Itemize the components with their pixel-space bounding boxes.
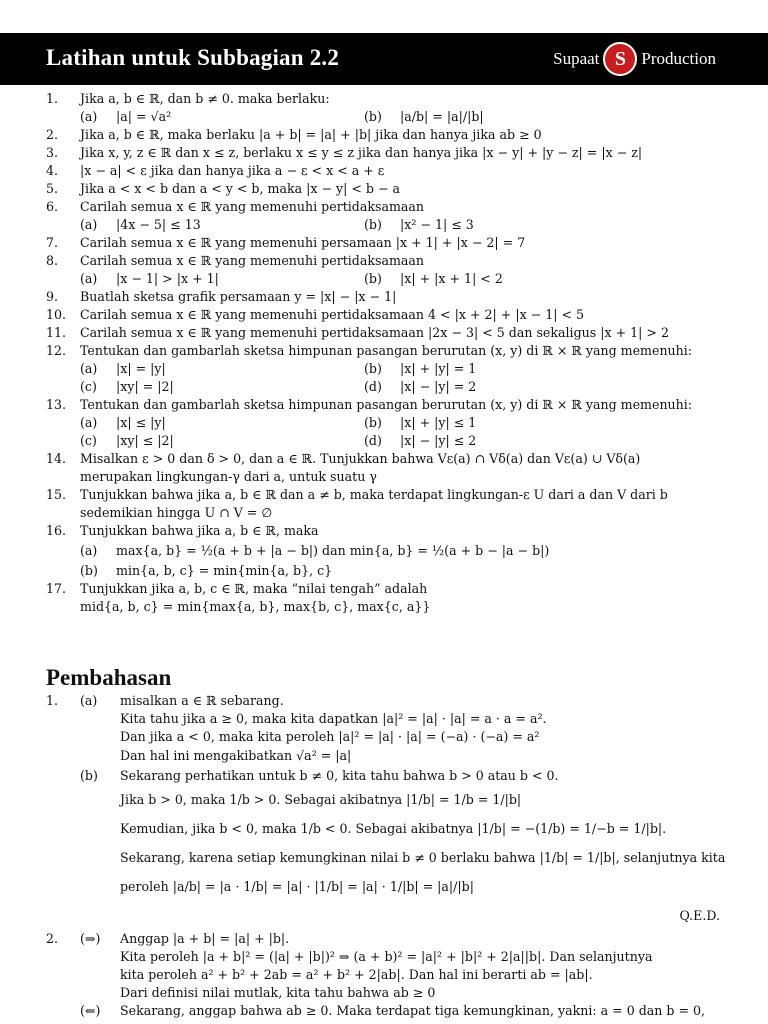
solution-section-title: Pembahasan bbox=[46, 665, 172, 690]
exercise-number: 16. bbox=[46, 523, 67, 538]
exercise-row bbox=[0, 126, 768, 144]
exercise-text: Carilah semua x ∈ ℝ yang memenuhi persamaan |x + 1| + |x − 2| = 7 bbox=[80, 235, 526, 250]
solution-number: 1. bbox=[46, 693, 59, 708]
exercise-text: Jika a, b ∈ ℝ, dan b ≠ 0. maka berlaku: bbox=[80, 91, 330, 106]
solution-row bbox=[0, 814, 768, 844]
subitem-label: (a) bbox=[80, 109, 98, 124]
solution-row bbox=[0, 1002, 768, 1020]
exercise-row bbox=[0, 198, 768, 216]
subitem-label: (d) bbox=[364, 433, 382, 448]
solution-part-label: (a) bbox=[80, 693, 98, 708]
solution-row bbox=[0, 930, 768, 948]
exercise-text: Misalkan ε > 0 dan δ > 0, dan a ∈ ℝ. Tunjukkan bahwa Vε(a) ∩ Vδ(a) dan Vε(a) ∪ Vδ(a) bbox=[80, 451, 641, 466]
solution-list bbox=[0, 692, 768, 1020]
exercise-row bbox=[0, 562, 768, 580]
exercise-row bbox=[0, 486, 768, 504]
exercise-number: 3. bbox=[46, 145, 59, 160]
exercise-number: 15. bbox=[46, 487, 67, 502]
exercise-text: |x − a| < ε jika dan hanya jika a − ε < x < a + ε bbox=[80, 163, 385, 178]
exercise-text-continued: sedemikian hingga U ∩ V = ∅ bbox=[80, 505, 273, 520]
subitem-text: |xy| ≤ |2| bbox=[116, 433, 174, 448]
solution-text: Dan hal ini mengakibatkan √a² = |a| bbox=[120, 748, 352, 763]
exercise-number: 10. bbox=[46, 307, 67, 322]
solution-row bbox=[0, 710, 768, 728]
exercise-text-continued: merupakan lingkungan-γ dari a, untuk suatu γ bbox=[80, 469, 377, 484]
exercise-number: 5. bbox=[46, 181, 59, 196]
brand-name-right: Production bbox=[641, 49, 716, 68]
solution-text: Kemudian, jika b < 0, maka 1/b < 0. Sebagai akibatnya |1/b| = −(1/b) = 1/−b = 1/|b|. bbox=[120, 821, 667, 836]
solution-row bbox=[0, 728, 768, 746]
subitem-label: (b) bbox=[364, 109, 382, 124]
exercise-text: Carilah semua x ∈ ℝ yang memenuhi pertidaksamaan bbox=[80, 199, 425, 214]
subitem-label: (a) bbox=[80, 361, 98, 376]
solution-text: peroleh |a/b| = |a · 1/b| = |a| · |1/b| = |a| · 1/|b| = |a|/|b| bbox=[120, 879, 474, 894]
exercise-row bbox=[0, 522, 768, 540]
exercise-text: Carilah semua x ∈ ℝ yang memenuhi pertidaksamaan bbox=[80, 253, 425, 268]
solution-text: Dan jika a < 0, maka kita peroleh |a|² = |a| · |a| = (−a) · (−a) = a² bbox=[120, 729, 540, 744]
exercise-row bbox=[0, 108, 768, 126]
exercise-number: 2. bbox=[46, 127, 59, 142]
solution-row bbox=[0, 786, 768, 814]
solution-row bbox=[0, 872, 768, 902]
subitem-label: (d) bbox=[364, 379, 382, 394]
exercise-number: 6. bbox=[46, 199, 59, 214]
exercise-row bbox=[0, 468, 768, 486]
solution-text: Sekarang, karena setiap kemungkinan nilai b ≠ 0 berlaku bahwa |1/b| = 1/|b|, selanjutnya kita bbox=[120, 850, 726, 865]
solution-row bbox=[0, 984, 768, 1002]
exercise-number: 1. bbox=[46, 91, 59, 106]
subitem-text: |x − 1| > |x + 1| bbox=[116, 271, 219, 286]
exercise-number: 4. bbox=[46, 163, 59, 178]
exercise-text: Jika a < x < b dan a < y < b, maka |x − y| < b − a bbox=[80, 181, 401, 196]
exercise-row bbox=[0, 378, 768, 396]
solution-row bbox=[0, 948, 768, 966]
exercise-text-continued: mid{a, b, c} = min{max{a, b}, max{b, c}, max{c, a}} bbox=[80, 599, 431, 614]
solution-text: Anggap |a + b| = |a| + |b|. bbox=[120, 931, 290, 946]
exercise-row bbox=[0, 414, 768, 432]
subitem-label: (a) bbox=[80, 415, 98, 430]
subitem-text: max{a, b} = ½(a + b + |a − b|) dan min{a, b} = ½(a + b − |a − b|) bbox=[116, 543, 550, 558]
subitem-label: (c) bbox=[80, 379, 97, 394]
exercise-number: 17. bbox=[46, 581, 67, 596]
brand-name-left: Supaat bbox=[553, 49, 600, 68]
exercise-row bbox=[0, 144, 768, 162]
exercise-row bbox=[0, 288, 768, 306]
exercise-row bbox=[0, 162, 768, 180]
subitem-text: |x| + |y| ≤ 1 bbox=[400, 415, 477, 430]
exercise-number: 14. bbox=[46, 451, 67, 466]
subitem-label: (b) bbox=[80, 563, 98, 578]
page-title: Latihan untuk Subbagian 2.2 bbox=[46, 45, 340, 70]
solution-text: Sekarang perhatikan untuk b ≠ 0, kita tahu bahwa b > 0 atau b < 0. bbox=[120, 768, 559, 783]
exercise-row bbox=[0, 504, 768, 522]
subitem-text: |xy| = |2| bbox=[116, 379, 174, 394]
exercise-row bbox=[0, 306, 768, 324]
subitem-text: |a/b| = |a|/|b| bbox=[400, 109, 484, 124]
exercise-row bbox=[0, 580, 768, 598]
exercise-row bbox=[0, 180, 768, 198]
exercise-number: 8. bbox=[46, 253, 59, 268]
exercise-number: 9. bbox=[46, 289, 59, 304]
subitem-text: |x² − 1| ≤ 3 bbox=[400, 217, 474, 232]
exercise-row bbox=[0, 396, 768, 414]
solution-row bbox=[0, 844, 768, 872]
brand bbox=[553, 43, 716, 75]
qed-mark: Q.E.D. bbox=[679, 908, 720, 923]
subitem-text: |x| ≤ |y| bbox=[116, 415, 166, 430]
subitem-label: (a) bbox=[80, 217, 98, 232]
exercise-text: Carilah semua x ∈ ℝ yang memenuhi pertidaksamaan |2x − 3| < 5 dan sekaligus |x + 1| > 2 bbox=[80, 325, 669, 340]
solution-text: kita peroleh a² + b² + 2ab = a² + b² + 2|ab|. Dan hal ini berarti ab = |ab|. bbox=[120, 967, 593, 982]
solution-text: Dari definisi nilai mutlak, kita tahu bahwa ab ≥ 0 bbox=[120, 985, 436, 1000]
exercise-text: Tentukan dan gambarlah sketsa himpunan pasangan berurutan (x, y) di ℝ × ℝ yang memenuhi: bbox=[80, 397, 693, 412]
exercise-row bbox=[0, 540, 768, 562]
solution-text: Kita peroleh |a + b|² = (|a| + |b|)² ⇒ (a + b)² = |a|² + |b|² + 2|a||b|. Dan selanjutnya bbox=[120, 949, 653, 964]
exercise-text: Carilah semua x ∈ ℝ yang memenuhi pertidaksamaan 4 < |x + 2| + |x − 1| < 5 bbox=[80, 307, 585, 322]
subitem-label: (b) bbox=[364, 361, 382, 376]
subitem-text: |a| = √a² bbox=[116, 109, 172, 124]
solution-row bbox=[0, 966, 768, 984]
exercise-row bbox=[0, 598, 768, 616]
exercise-row bbox=[0, 432, 768, 450]
exercise-row bbox=[0, 270, 768, 288]
subitem-label: (a) bbox=[80, 271, 98, 286]
exercise-row bbox=[0, 324, 768, 342]
solution-text: misalkan a ∈ ℝ sebarang. bbox=[120, 693, 284, 708]
solution-text: Jika b > 0, maka 1/b > 0. Sebagai akibatnya |1/b| = 1/b = 1/|b| bbox=[120, 792, 522, 807]
exercise-text: Tunjukkan jika a, b, c ∈ ℝ, maka “nilai tengah” adalah bbox=[80, 581, 428, 596]
exercise-row bbox=[0, 252, 768, 270]
subitem-text: |x| + |y| = 1 bbox=[400, 361, 477, 376]
exercise-number: 7. bbox=[46, 235, 59, 250]
exercise-list bbox=[0, 90, 768, 616]
solution-part-label: (b) bbox=[80, 768, 98, 783]
subitem-label: (b) bbox=[364, 217, 382, 232]
subitem-text: |x| = |y| bbox=[116, 361, 166, 376]
exercise-row bbox=[0, 360, 768, 378]
subitem-label: (a) bbox=[80, 543, 98, 558]
brand-logo-icon: S bbox=[603, 42, 637, 76]
solution-text: Sekarang, anggap bahwa ab ≥ 0. Maka terdapat tiga kemungkinan, yakni: a = 0 dan b = 0, bbox=[120, 1003, 706, 1018]
subitem-text: |x| + |x + 1| < 2 bbox=[400, 271, 503, 286]
solution-number: 2. bbox=[46, 931, 59, 946]
exercise-row bbox=[0, 90, 768, 108]
page-header bbox=[0, 33, 768, 85]
solution-row bbox=[0, 902, 768, 930]
subitem-text: |x| − |y| = 2 bbox=[400, 379, 477, 394]
subitem-label: (b) bbox=[364, 415, 382, 430]
subitem-label: (c) bbox=[80, 433, 97, 448]
solution-part-label: (⇒) bbox=[80, 931, 101, 946]
subitem-label: (b) bbox=[364, 271, 382, 286]
exercise-text: Buatlah sketsa grafik persamaan y = |x| − |x − 1| bbox=[80, 289, 397, 304]
exercise-row bbox=[0, 234, 768, 252]
exercise-row bbox=[0, 450, 768, 468]
exercise-row bbox=[0, 216, 768, 234]
solution-row bbox=[0, 766, 768, 786]
exercise-number: 13. bbox=[46, 397, 67, 412]
subitem-text: min{a, b, c} = min{min{a, b}, c} bbox=[116, 563, 333, 578]
solution-row bbox=[0, 692, 768, 710]
exercise-number: 12. bbox=[46, 343, 67, 358]
exercise-text: Jika a, b ∈ ℝ, maka berlaku |a + b| = |a| + |b| jika dan hanya jika ab ≥ 0 bbox=[80, 127, 542, 142]
subitem-text: |4x − 5| ≤ 13 bbox=[116, 217, 201, 232]
exercise-text: Tunjukkan bahwa jika a, b ∈ ℝ, maka bbox=[80, 523, 319, 538]
exercise-text: Tunjukkan bahwa jika a, b ∈ ℝ dan a ≠ b, maka terdapat lingkungan-ε U dari a dan V dari b bbox=[80, 487, 668, 502]
solution-text: Kita tahu jika a ≥ 0, maka kita dapatkan |a|² = |a| · |a| = a · a = a². bbox=[120, 711, 547, 726]
exercise-text: Tentukan dan gambarlah sketsa himpunan pasangan berurutan (x, y) di ℝ × ℝ yang memenuhi: bbox=[80, 343, 693, 358]
subitem-text: |x| − |y| ≤ 2 bbox=[400, 433, 477, 448]
solution-part-label: (⇐) bbox=[80, 1003, 101, 1018]
exercise-row bbox=[0, 342, 768, 360]
exercise-number: 11. bbox=[46, 325, 67, 340]
solution-row bbox=[0, 746, 768, 766]
exercise-text: Jika x, y, z ∈ ℝ dan x ≤ z, berlaku x ≤ y ≤ z jika dan hanya jika |x − y| + |y − z| = |x − z| bbox=[80, 145, 643, 160]
